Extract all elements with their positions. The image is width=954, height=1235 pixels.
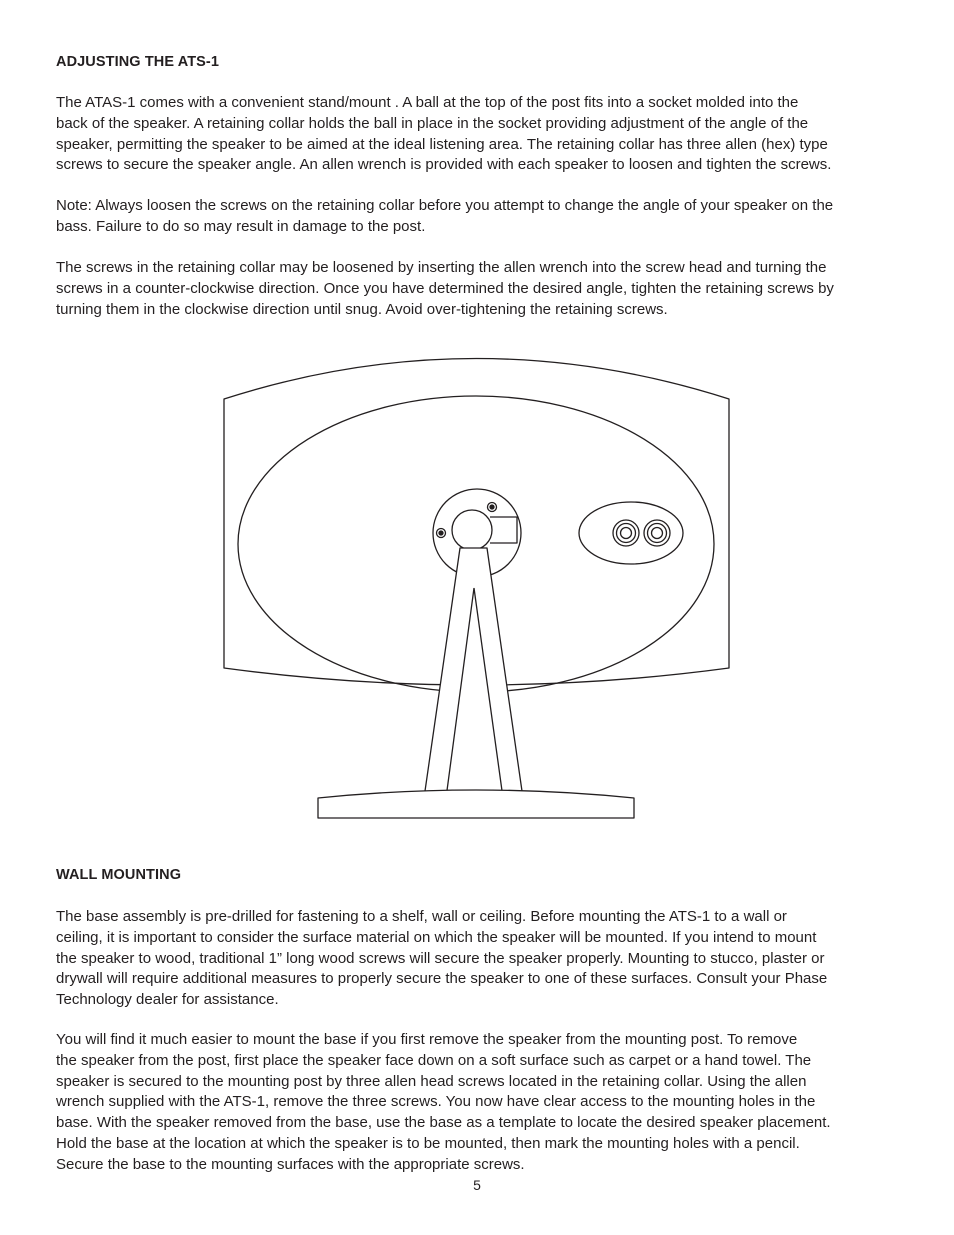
paragraph-wall-mounting-intro — [56, 907, 908, 1011]
text-line: the speaker to wood, traditional 1” long wood screws will secure the speaker properly. Mounting to stucco, plaster or — [56, 949, 825, 967]
text-line: the speaker from the post, first place the speaker face down on a soft surface such as carpet or a hand towel. The — [56, 1051, 812, 1069]
text-line: The screws in the retaining collar may be loosened by inserting the allen wrench into the screw head and turning the — [56, 259, 827, 276]
paragraph-adjusting-screws — [56, 258, 908, 320]
text-line: base. With the speaker removed from the base, use the base as a template to locate the desired speaker placement. — [56, 1114, 831, 1132]
text-line: wrench supplied with the ATS-1, remove the three screws. You now have clear access to the mounting holes in the — [56, 1093, 816, 1111]
text-line: Technology dealer for assistance. — [56, 991, 279, 1009]
mount-ball — [452, 510, 492, 550]
text-line: screws to secure the speaker angle. An allen wrench is provided with each speaker to loosen and tighten the screws. — [56, 156, 832, 174]
paragraph-adjusting-note — [56, 196, 908, 238]
stand-base — [318, 790, 634, 818]
text-line: bass. Failure to do so may result in damage to the post. — [56, 217, 426, 235]
text-line: back of the speaker. A retaining collar holds the ball in place in the socket providing adjustment of the angle of the — [56, 114, 809, 132]
text-line: Secure the base to the mounting surfaces with the appropriate screws. — [56, 1155, 525, 1173]
collar-bracket — [490, 517, 517, 543]
mounting-post — [424, 548, 523, 798]
text-line: drywall will require additional measures to properly secure the speaker to one of these surfaces. Consult your Phase — [56, 970, 828, 988]
section-heading-wall-mounting: WALL MOUNTING — [56, 867, 182, 883]
text-line: The base assembly is pre-drilled for fastening to a shelf, wall or ceiling. Before mounting the ATS-1 to a wall or — [56, 908, 787, 925]
speaker-stand-illustration — [210, 335, 750, 825]
text-line: Hold the base at the location at which the speaker is to be mounted, then mark the mounting holes with a pencil. — [56, 1134, 800, 1152]
text-line: screws in a counter-clockwise direction. Once you have determined the desired angle, tighten the retaining screws by — [56, 279, 834, 297]
page-number: 5 — [473, 1177, 481, 1193]
text-line: The ATAS-1 comes with a convenient stand/mount . A ball at the top of the post fits into a socket molded into the — [56, 94, 799, 111]
section-heading-adjusting: ADJUSTING THE ATS-1 — [56, 54, 220, 70]
text-line: turning them in the clockwise direction until snug. Avoid over-tightening the retaining screws. — [56, 300, 668, 318]
binding-post-icon — [644, 520, 670, 546]
paragraph-adjusting-intro — [56, 93, 908, 176]
paragraph-wall-mounting-steps — [56, 1030, 908, 1176]
text-line: ceiling, it is important to consider the surface material on which the speaker will be mounted. If you intend to mount — [56, 928, 817, 946]
collar-screw-icon — [437, 529, 446, 538]
text-line: You will find it much easier to mount the base if you first remove the speaker from the mounting post. To remove — [56, 1031, 798, 1048]
collar-screw-icon — [488, 503, 497, 512]
text-line: Note: Always loosen the screws on the retaining collar before you attempt to change the angle of your speaker on the — [56, 197, 834, 214]
binding-post-icon — [613, 520, 639, 546]
text-line: speaker is secured to the mounting post by three allen head screws located in the retaining collar. Using the allen — [56, 1072, 807, 1090]
text-line: speaker, permitting the speaker to be aimed at the ideal listening area. The retaining collar has three allen (hex) type — [56, 135, 828, 153]
